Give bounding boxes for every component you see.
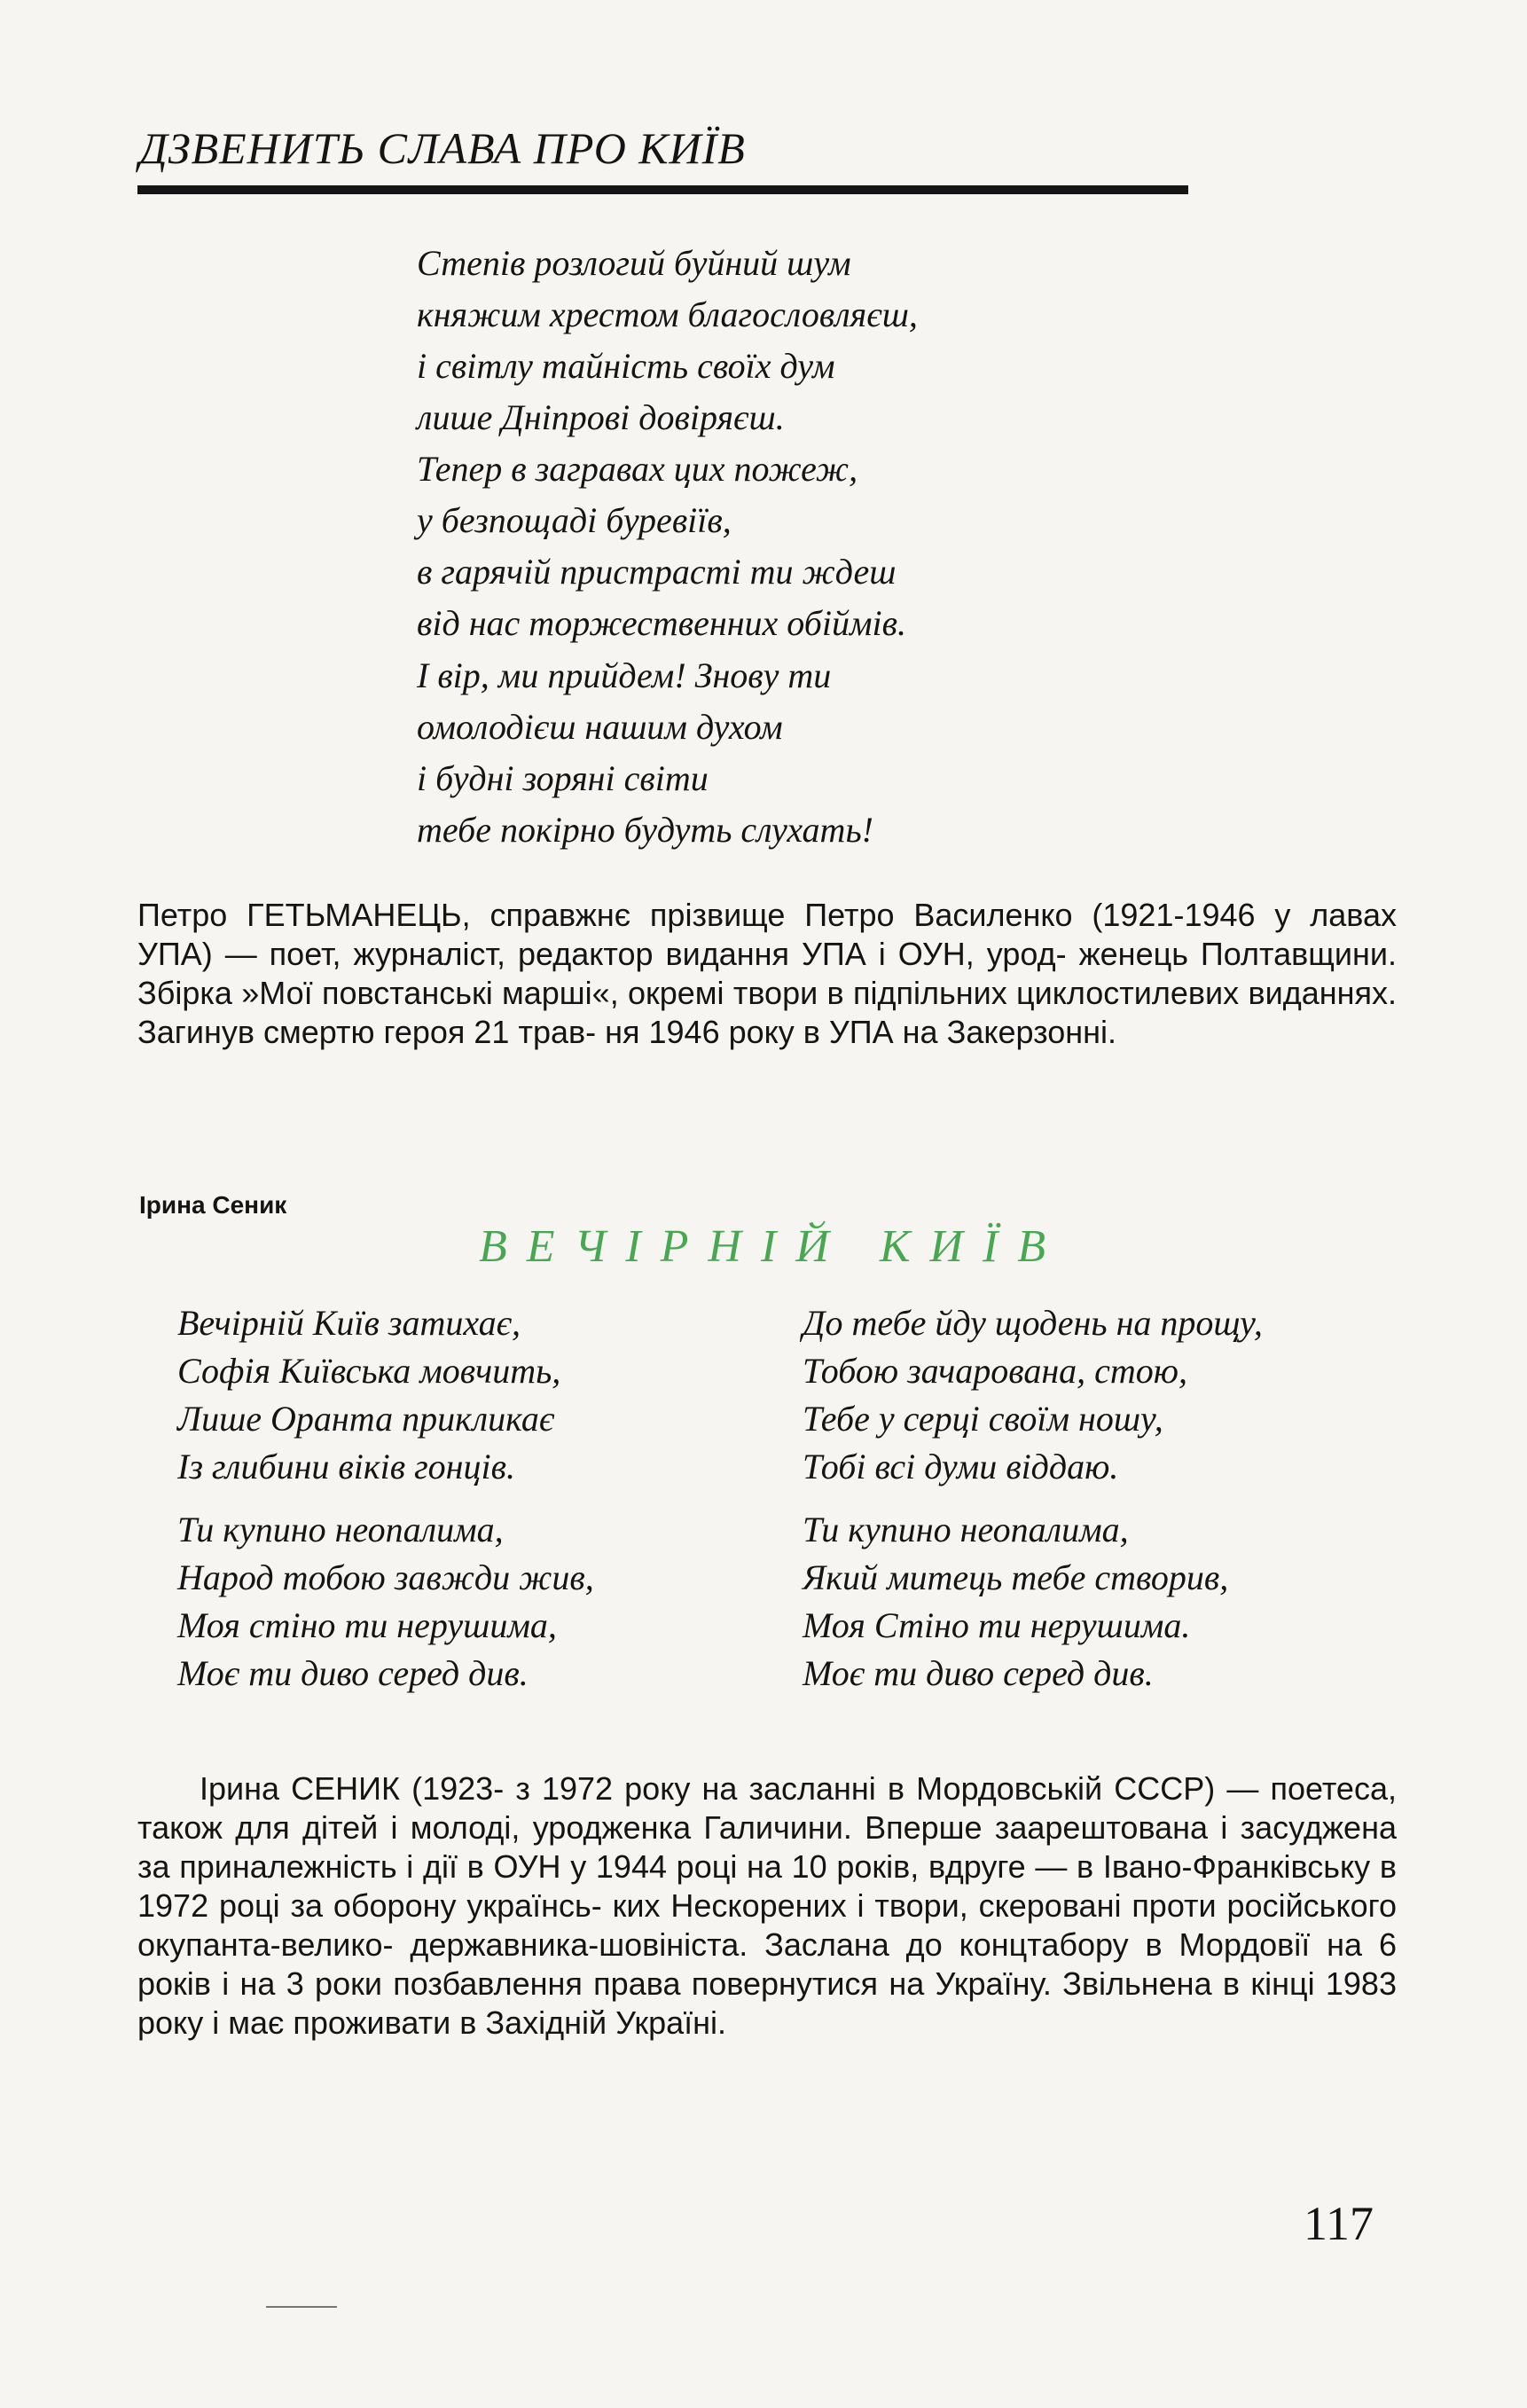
poem-line: Моє ти диво серед див. (803, 1653, 1154, 1693)
poem-line: княжим хрестом благословляєш, (417, 294, 918, 334)
bio-line: заарештована і засуджена за приналежність і дії в ОУН у 1944 році на (137, 1809, 1397, 1885)
poem-line: і будні зоряні світи (417, 758, 709, 798)
bio-line: у лавах УПА) — поет, журналіст, редактор видання УПА і ОУН, урод- (137, 897, 1397, 972)
poem-line: омолодієш нашим духом (417, 707, 783, 747)
poem-line: І вір, ми прийдем! Знову ти (417, 655, 832, 695)
poem-line: Тепер в загравах цих пожеж, (417, 449, 858, 489)
bio-line: Ірина СЕНИК (1923- з 1972 року на засланні в Мордовській СССР) (200, 1770, 1216, 1807)
bio-line: 1983 року і має проживати в Західній Україні. (137, 1965, 1397, 2041)
poem-line: Вечірній Київ затихає, (177, 1303, 521, 1343)
poem-line: Тебе у серці своїм ношу, (803, 1399, 1163, 1439)
bio-line: державника-шовініста. Заслана до концтабору в Мордовії на 6 років і (137, 1926, 1397, 2002)
poem-line: у безпощаді буревіїв, (417, 500, 732, 540)
poem-line: Моє ти диво серед див. (177, 1653, 529, 1693)
header-rule (137, 185, 1188, 194)
poem-line: Із глибини віків гонців. (177, 1447, 515, 1486)
poem-line: Лише Оранта прикликає (177, 1399, 555, 1439)
poem-line: лише Дніпрові довіряєш. (417, 397, 785, 437)
poem-line: тебе покірно будуть слухать! (417, 810, 873, 850)
poem-line: від нас торжественних обіймів. (417, 603, 907, 643)
footer-rule (266, 2306, 337, 2308)
biography-senyk (137, 1769, 1397, 2043)
bio-line: ких Нескорених і твори, скеровані проти російського окупанта-велико- (137, 1887, 1397, 1963)
poem-line: Софія Київська мовчить, (177, 1351, 561, 1391)
poem-2-right-stanza-1 (803, 1299, 1263, 1491)
poem-1-stanza-1 (417, 238, 918, 443)
poem-line: Тобою зачарована, стою, (803, 1351, 1188, 1391)
biography-hetmanets (137, 896, 1397, 1052)
poem-line: Ти купино неопалима, (177, 1510, 504, 1549)
poem-2-right-stanza-2 (803, 1506, 1228, 1698)
poem-line: і світлу тайність своїх дум (417, 346, 835, 386)
bio-line: Петро ГЕТЬМАНЕЦЬ, справжнє прізвище Петро Василенко (1921-1946 (137, 897, 1256, 933)
poem-line: Тобі всі думи віддаю. (803, 1447, 1119, 1486)
bio-line: ня 1946 року в УПА на Закерзонні. (605, 1014, 1117, 1050)
poem-1-stanza-2 (417, 443, 906, 649)
poem-2-title: ВЕЧІРНІЙ КИЇВ (479, 1221, 1066, 1272)
bio-line: 10 років, вдруге — в Івано-Франківську в 1972 році за оборону українсь- (137, 1848, 1397, 1924)
page-header-title: ДЗВЕНИТЬ СЛАВА ПРО КИЇВ (139, 123, 746, 173)
poem-line: в гарячій пристрасті ти ждеш (417, 552, 897, 592)
bio-line: — поетеса, також для дітей і молоді, уродженка Галичини. Вперше (137, 1770, 1397, 1846)
poem-2-left-stanza-1 (177, 1299, 560, 1491)
poem-2-author: Ірина Сеник (139, 1191, 287, 1219)
poem-line: До тебе йду щодень на прощу, (803, 1303, 1263, 1343)
poem-line: Моя стіно ти нерушима, (177, 1605, 557, 1645)
bio-line: на 3 роки позбавлення права повернутися на Україну. Звільнена в кінці (239, 1965, 1315, 2002)
bio-line: підпільних циклостилевих виданнях. Загинув смертю героя 21 трав- (137, 975, 1397, 1050)
poem-line: Ти купино неопалима, (803, 1510, 1129, 1549)
bio-line: женець Полтавщини. Збірка »Мої повстанські марші«, окремі твори в (137, 936, 1397, 1011)
poem-2-left-stanza-2 (177, 1506, 594, 1698)
page-number: 117 (1304, 2197, 1374, 2250)
poem-line: Народ тобою завжди жив, (177, 1557, 594, 1597)
poem-line: Степів розлогий буйний шум (417, 243, 851, 283)
poem-line: Який митець тебе створив, (803, 1557, 1229, 1597)
poem-line: Моя Стіно ти нерушима. (803, 1605, 1191, 1645)
poem-1-stanza-3 (417, 650, 873, 856)
